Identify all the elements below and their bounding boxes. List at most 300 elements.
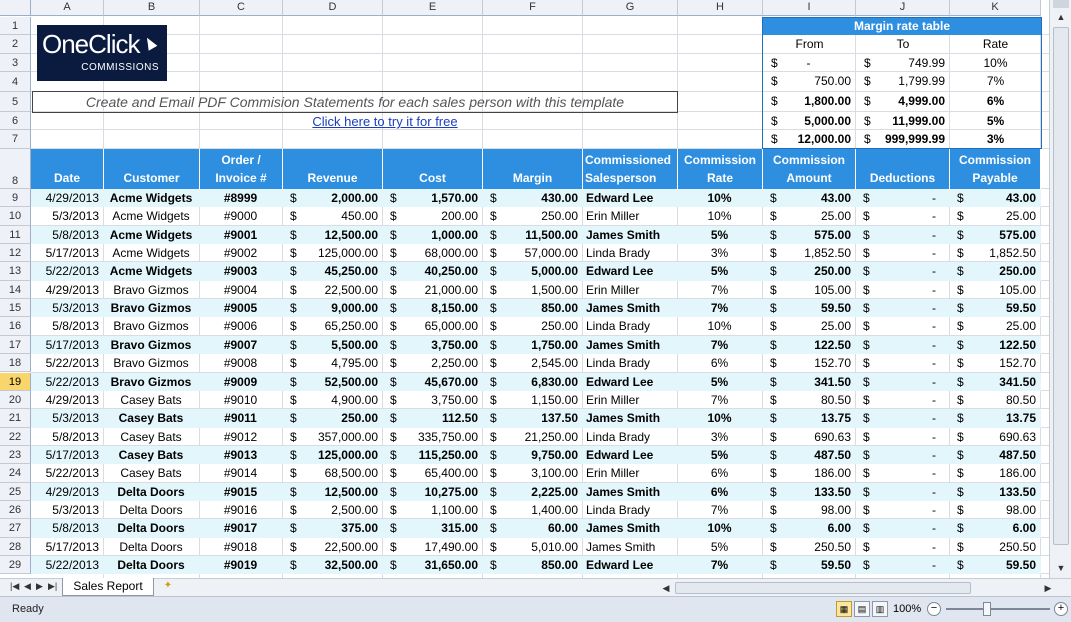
cell-payable[interactable]: 250.50	[999, 539, 1036, 554]
cell-margin[interactable]: 430.00	[541, 191, 578, 205]
cell-salesperson[interactable]: Edward Lee	[586, 558, 654, 572]
column-title-cost[interactable]	[383, 149, 483, 189]
cell-salesperson[interactable]: Erin Miller	[586, 392, 640, 407]
cell-amount[interactable]: 6.00	[827, 521, 851, 536]
cell-cost[interactable]: 335,750.00	[417, 429, 478, 444]
cell-customer[interactable]: Delta Doors	[119, 539, 183, 554]
cell-order[interactable]: #9010	[223, 392, 258, 407]
cell-deductions[interactable]: -	[932, 539, 936, 554]
cell-order[interactable]: #9004	[223, 282, 258, 297]
cell-revenue[interactable]: 12,500.00	[324, 227, 378, 242]
cell-order[interactable]: #9002	[223, 246, 258, 261]
margin-table-to[interactable]: 4,999.00	[898, 94, 945, 108]
page-break-icon[interactable]: ▥	[872, 601, 888, 617]
cell-cost[interactable]: 65,400.00	[424, 466, 478, 481]
cell-amount[interactable]: 43.00	[820, 191, 851, 205]
cell-salesperson[interactable]: James Smith	[586, 337, 661, 352]
cell-rate[interactable]: 7%	[710, 502, 729, 517]
cell-rate[interactable]: 10%	[707, 209, 732, 224]
cell-date[interactable]: 5/22/2013	[45, 374, 99, 389]
cell-customer[interactable]: Bravo Gizmos	[113, 319, 189, 334]
cell-cost[interactable]: 1,000.00	[431, 227, 478, 242]
cell-rate[interactable]: 5%	[710, 539, 729, 554]
cell-deductions[interactable]: -	[932, 246, 936, 261]
cell-customer[interactable]: Bravo Gizmos	[110, 301, 192, 316]
cell-cost[interactable]: 115,250.00	[418, 447, 478, 462]
cell-salesperson[interactable]: James Smith	[586, 411, 661, 426]
oneclick-logo[interactable]	[37, 25, 167, 81]
cell-margin[interactable]: 850.00	[541, 558, 578, 572]
cell-deductions[interactable]: -	[932, 466, 936, 481]
cell-cost[interactable]: 1,100.00	[431, 502, 478, 517]
cell-rate[interactable]: 3%	[710, 246, 729, 261]
cell-order[interactable]: #9012	[223, 429, 258, 444]
row-header-9[interactable]: 9	[0, 189, 31, 207]
cell-cost[interactable]: 17,490.00	[424, 539, 478, 554]
column-title-revenue[interactable]	[283, 149, 383, 189]
column-title-margin[interactable]	[483, 149, 583, 189]
cell-deductions[interactable]: -	[932, 301, 936, 316]
cell-order[interactable]: #9011	[224, 411, 257, 426]
zoom-level[interactable]: 100%	[893, 603, 922, 615]
cell-salesperson[interactable]: Linda Brady	[586, 356, 651, 371]
cell-payable[interactable]: 341.50	[999, 374, 1036, 389]
row-header-19[interactable]: 19	[0, 373, 31, 391]
row-header-2[interactable]: 2	[0, 35, 31, 54]
cell-margin[interactable]: 9,750.00	[531, 447, 578, 462]
cell-date[interactable]: 4/29/2013	[45, 392, 99, 407]
margin-table-rate[interactable]: 5%	[986, 114, 1005, 128]
cell-revenue[interactable]: 65,250.00	[324, 319, 378, 334]
cell-revenue[interactable]: 45,250.00	[324, 264, 378, 279]
column-header-c[interactable]: C	[200, 0, 283, 16]
cell-amount[interactable]: 98.00	[820, 502, 851, 517]
vertical-scroll-thumb[interactable]	[1053, 27, 1069, 545]
cell-payable[interactable]: 25.00	[1005, 209, 1036, 224]
cell-payable[interactable]: 122.50	[999, 337, 1036, 352]
margin-table-rate[interactable]: 7%	[986, 74, 1005, 88]
row-header-26[interactable]: 26	[0, 501, 31, 519]
cell-deductions[interactable]: -	[932, 374, 936, 389]
cell-rate[interactable]: 5%	[710, 374, 729, 389]
cell-date[interactable]: 5/3/2013	[52, 209, 99, 224]
cell-margin[interactable]: 5,000.00	[531, 264, 578, 279]
cell-revenue[interactable]: 4,795.00	[331, 356, 378, 371]
promo-link[interactable]: Click here to try it for free	[312, 114, 458, 129]
cell-rate[interactable]: 5%	[710, 447, 729, 462]
row-header-6[interactable]: 6	[0, 112, 31, 130]
cell-deductions[interactable]: -	[932, 282, 936, 297]
cell-customer[interactable]: Bravo Gizmos	[110, 374, 192, 389]
cell-rate[interactable]: 7%	[710, 301, 729, 316]
cell-cost[interactable]: 40,250.00	[424, 264, 478, 279]
cell-order[interactable]: #9006	[223, 319, 258, 334]
cell-amount[interactable]: 105.00	[814, 282, 851, 297]
cell-margin[interactable]: 250.00	[541, 209, 578, 224]
zoom-slider-track[interactable]	[946, 608, 1050, 610]
cell-salesperson[interactable]: Erin Miller	[586, 466, 640, 481]
cell-rate[interactable]: 6%	[710, 356, 729, 371]
cell-date[interactable]: 5/17/2013	[45, 539, 99, 554]
cell-margin[interactable]: 1,150.00	[531, 392, 578, 407]
row-header-23[interactable]: 23	[0, 446, 31, 464]
zoom-in-icon[interactable]: +	[1054, 602, 1068, 616]
cell-margin[interactable]: 2,225.00	[531, 484, 578, 499]
cell-salesperson[interactable]: James Smith	[586, 539, 656, 554]
column-title-customer[interactable]	[104, 149, 200, 189]
cell-customer[interactable]: Bravo Gizmos	[113, 282, 189, 297]
cell-revenue[interactable]: 357,000.00	[317, 429, 378, 444]
cell-revenue[interactable]: 22,500.00	[324, 282, 378, 297]
row-header-28[interactable]: 28	[0, 538, 31, 556]
cell-salesperson[interactable]: James Smith	[586, 227, 661, 242]
cell-order[interactable]: #9007	[223, 337, 258, 352]
cell-order[interactable]: #9001	[223, 227, 258, 242]
cell-date[interactable]: 4/29/2013	[45, 191, 99, 205]
cell-deductions[interactable]: -	[932, 319, 936, 334]
cell-deductions[interactable]: -	[932, 429, 936, 444]
column-title-rate[interactable]	[678, 149, 763, 189]
margin-table-from[interactable]: 1,800.00	[804, 94, 851, 108]
cell-amount[interactable]: 59.50	[820, 558, 851, 572]
cell-salesperson[interactable]: James Smith	[586, 484, 661, 499]
cell-order[interactable]: #9014	[223, 466, 258, 481]
margin-table-to[interactable]: 749.99	[908, 56, 945, 70]
column-header-d[interactable]: D	[283, 0, 383, 16]
cell-payable[interactable]: 98.00	[1005, 502, 1036, 517]
cell-payable[interactable]: 105.00	[999, 282, 1036, 297]
cell-amount[interactable]: 152.70	[814, 356, 851, 371]
cell-rate[interactable]: 5%	[710, 227, 729, 242]
cell-order[interactable]: #9003	[223, 264, 258, 279]
cell-date[interactable]: 5/17/2013	[45, 246, 99, 261]
cell-date[interactable]: 5/3/2013	[52, 411, 99, 426]
row-header-5[interactable]: 5	[0, 92, 31, 112]
cell-revenue[interactable]: 9,000.00	[331, 301, 378, 316]
cell-salesperson[interactable]: Linda Brady	[586, 246, 651, 261]
cell-amount[interactable]: 80.50	[820, 392, 851, 407]
cell-date[interactable]: 5/8/2013	[52, 227, 99, 242]
row-header-15[interactable]: 15	[0, 299, 31, 317]
cell-payable[interactable]: 690.63	[999, 429, 1036, 444]
cell-margin[interactable]: 2,545.00	[531, 356, 578, 371]
column-title-date[interactable]	[31, 149, 104, 189]
row-header-8[interactable]: 8	[0, 149, 31, 189]
split-handle[interactable]	[1053, 0, 1069, 8]
tab-first-icon[interactable]: |◀	[10, 581, 20, 591]
cell-cost[interactable]: 8,150.00	[431, 301, 478, 316]
cell-order[interactable]: #8999	[223, 191, 258, 205]
cell-cost[interactable]: 45,670.00	[424, 374, 478, 389]
cell-order[interactable]: #9008	[223, 356, 258, 371]
cell-customer[interactable]: Acme Widgets	[109, 264, 193, 279]
cell-date[interactable]: 5/22/2013	[45, 264, 99, 279]
cell-rate[interactable]: 7%	[710, 392, 729, 407]
cell-amount[interactable]: 122.50	[814, 337, 851, 352]
cell-payable[interactable]: 6.00	[1012, 521, 1036, 536]
cell-customer[interactable]: Casey Bats	[120, 392, 182, 407]
tab-next-icon[interactable]: ▶	[36, 581, 43, 591]
cell-order[interactable]: #9018	[223, 539, 258, 554]
cell-deductions[interactable]: -	[932, 392, 936, 407]
cell-date[interactable]: 5/8/2013	[52, 319, 99, 334]
cell-customer[interactable]: Delta Doors	[117, 558, 185, 572]
cell-payable[interactable]: 13.75	[1005, 411, 1036, 426]
cell-salesperson[interactable]: Edward Lee	[586, 447, 654, 462]
cell-revenue[interactable]: 375.00	[341, 521, 378, 536]
row-header-20[interactable]: 20	[0, 391, 31, 409]
tab-last-icon[interactable]: ▶|	[48, 581, 58, 591]
cell-date[interactable]: 5/3/2013	[52, 502, 99, 517]
cell-rate[interactable]: 10%	[707, 521, 732, 536]
horizontal-scrollbar[interactable]	[657, 581, 1057, 595]
cell-cost[interactable]: 31,650.00	[424, 558, 478, 572]
cell-customer[interactable]: Casey Bats	[120, 466, 182, 481]
column-header-g[interactable]: G	[583, 0, 678, 16]
tab-prev-icon[interactable]: ◀	[24, 581, 31, 591]
cell-amount[interactable]: 13.75	[820, 411, 851, 426]
cell-salesperson[interactable]: James Smith	[586, 301, 661, 316]
cell-margin[interactable]: 57,000.00	[524, 246, 578, 261]
cell-cost[interactable]: 2,250.00	[431, 356, 478, 371]
zoom-slider-knob[interactable]	[983, 602, 991, 616]
cell-deductions[interactable]: -	[932, 337, 936, 352]
cell-date[interactable]: 5/17/2013	[45, 447, 99, 462]
cell-customer[interactable]: Acme Widgets	[109, 227, 193, 242]
cell-date[interactable]: 5/17/2013	[45, 337, 99, 352]
cell-payable[interactable]: 25.00	[1005, 319, 1036, 334]
cell-date[interactable]: 5/22/2013	[45, 356, 99, 371]
scroll-up-icon[interactable]: ▲	[1056, 12, 1066, 22]
cell-amount[interactable]: 25.00	[820, 209, 851, 224]
cell-margin[interactable]: 1,750.00	[531, 337, 578, 352]
cell-amount[interactable]: 59.50	[820, 301, 851, 316]
row-header-7[interactable]: 7	[0, 130, 31, 149]
row-header-18[interactable]: 18	[0, 354, 31, 372]
cell-deductions[interactable]: -	[932, 264, 936, 279]
cell-amount[interactable]: 690.63	[814, 429, 851, 444]
cell-revenue[interactable]: 2,000.00	[331, 191, 378, 205]
cell-salesperson[interactable]: Linda Brady	[586, 319, 651, 334]
cell-amount[interactable]: 341.50	[814, 374, 851, 389]
column-header-i[interactable]: I	[763, 0, 856, 16]
cell-salesperson[interactable]: Linda Brady	[586, 502, 651, 517]
cell-revenue[interactable]: 125,000.00	[317, 246, 378, 261]
cell-margin[interactable]: 1,500.00	[531, 282, 578, 297]
cell-date[interactable]: 5/22/2013	[45, 558, 99, 572]
margin-table-rate[interactable]: 6%	[986, 94, 1005, 108]
column-header-h[interactable]: H	[678, 0, 763, 16]
cell-margin[interactable]: 21,250.00	[524, 429, 578, 444]
cell-customer[interactable]: Bravo Gizmos	[113, 356, 189, 371]
cell-salesperson[interactable]: James Smith	[586, 521, 661, 536]
column-header-j[interactable]: J	[856, 0, 950, 16]
row-header-4[interactable]: 4	[0, 72, 31, 92]
cell-deductions[interactable]: -	[932, 502, 936, 517]
cell-margin[interactable]: 5,010.00	[531, 539, 578, 554]
cell-deductions[interactable]: -	[932, 227, 936, 242]
row-header-29[interactable]: 29	[0, 556, 31, 574]
margin-table-from[interactable]: 750.00	[814, 74, 851, 88]
cell-customer[interactable]: Acme Widgets	[112, 209, 190, 224]
new-sheet-icon[interactable]: ✦	[163, 580, 173, 591]
column-title-deductions[interactable]	[856, 149, 950, 189]
cell-customer[interactable]: Casey Bats	[118, 411, 184, 426]
cell-amount[interactable]: 250.50	[814, 539, 851, 554]
cell-order[interactable]: #9015	[223, 484, 258, 499]
row-header-11[interactable]: 11	[0, 226, 31, 244]
row-header-21[interactable]: 21	[0, 409, 31, 427]
cell-date[interactable]: 4/29/2013	[45, 484, 99, 499]
cell-revenue[interactable]: 5,500.00	[331, 337, 378, 352]
margin-table-to[interactable]: 11,999.00	[892, 114, 945, 128]
cell-date[interactable]: 5/8/2013	[52, 429, 99, 444]
cell-salesperson[interactable]: Erin Miller	[586, 209, 640, 224]
normal-view-icon[interactable]: ▦	[836, 601, 852, 617]
cell-rate[interactable]: 10%	[707, 319, 732, 334]
margin-table-to[interactable]: 1,799.99	[898, 74, 945, 88]
cell-revenue[interactable]: 12,500.00	[324, 484, 378, 499]
cell-payable[interactable]: 487.50	[999, 447, 1036, 462]
cell-customer[interactable]: Delta Doors	[117, 521, 185, 536]
cell-payable[interactable]: 186.00	[999, 466, 1036, 481]
scroll-right-icon[interactable]: ▶	[1044, 583, 1052, 593]
cell-order[interactable]: #9013	[223, 447, 258, 462]
cell-amount[interactable]: 1,852.50	[804, 246, 851, 261]
cell-revenue[interactable]: 125,000.00	[317, 447, 378, 462]
cell-rate[interactable]: 10%	[707, 191, 732, 205]
cell-salesperson[interactable]: Edward Lee	[586, 191, 654, 205]
row-header-27[interactable]: 27	[0, 519, 31, 537]
row-header-16[interactable]: 16	[0, 317, 31, 335]
cell-margin[interactable]: 11,500.00	[525, 227, 578, 242]
cell-date[interactable]: 5/3/2013	[52, 301, 99, 316]
cell-revenue[interactable]: 22,500.00	[324, 539, 378, 554]
cell-rate[interactable]: 10%	[707, 411, 732, 426]
row-header-13[interactable]: 13	[0, 262, 31, 280]
cell-payable[interactable]: 250.00	[999, 264, 1036, 279]
cell-revenue[interactable]: 32,500.00	[324, 558, 378, 572]
cell-order[interactable]: #9009	[223, 374, 258, 389]
cell-cost[interactable]: 3,750.00	[431, 337, 478, 352]
cell-salesperson[interactable]: Edward Lee	[586, 264, 654, 279]
column-header-k[interactable]: K	[950, 0, 1041, 16]
cell-cost[interactable]: 21,000.00	[424, 282, 478, 297]
cell-deductions[interactable]: -	[932, 484, 936, 499]
horizontal-scroll-thumb[interactable]	[675, 582, 971, 594]
cell-rate[interactable]: 7%	[710, 282, 729, 297]
cell-revenue[interactable]: 250.00	[341, 411, 378, 426]
cell-rate[interactable]: 7%	[710, 337, 729, 352]
cell-customer[interactable]: Bravo Gizmos	[110, 337, 192, 352]
cell-amount[interactable]: 575.00	[814, 227, 851, 242]
row-header-17[interactable]: 17	[0, 336, 31, 354]
cell-revenue[interactable]: 68,500.00	[324, 466, 378, 481]
select-all-corner[interactable]	[0, 0, 31, 16]
cell-date[interactable]: 4/29/2013	[45, 282, 99, 297]
cell-payable[interactable]: 80.50	[1005, 392, 1036, 407]
column-header-b[interactable]: B	[104, 0, 200, 16]
cell-amount[interactable]: 487.50	[814, 447, 851, 462]
column-title-salesperson[interactable]	[583, 149, 678, 189]
cell-amount[interactable]: 186.00	[814, 466, 851, 481]
margin-table-from[interactable]: 5,000.00	[804, 114, 851, 128]
cell-order[interactable]: #9000	[223, 209, 258, 224]
tab-sales-report[interactable]: Sales Report	[62, 578, 154, 596]
cell-cost[interactable]: 1,570.00	[431, 191, 478, 205]
cell-order[interactable]: #9017	[223, 521, 258, 536]
cell-order[interactable]: #9016	[223, 502, 258, 517]
cell-cost[interactable]: 3,750.00	[431, 392, 478, 407]
cell-salesperson[interactable]: Linda Brady	[586, 429, 651, 444]
cell-payable[interactable]: 43.00	[1005, 191, 1036, 205]
cell-payable[interactable]: 59.50	[1005, 558, 1036, 572]
cell-deductions[interactable]: -	[932, 209, 936, 224]
cell-margin[interactable]: 3,100.00	[531, 466, 578, 481]
cell-rate[interactable]: 6%	[710, 466, 729, 481]
cell-cost[interactable]: 200.00	[441, 209, 478, 224]
cell-payable[interactable]: 575.00	[999, 227, 1036, 242]
cell-margin[interactable]: 137.50	[541, 411, 578, 426]
cell-salesperson[interactable]: Edward Lee	[586, 374, 654, 389]
cell-cost[interactable]: 68,000.00	[424, 246, 478, 261]
cell-margin[interactable]: 850.00	[541, 301, 578, 316]
cell-deductions[interactable]: -	[932, 411, 936, 426]
cell-date[interactable]: 5/8/2013	[52, 521, 99, 536]
row-header-1[interactable]: 1	[0, 17, 31, 35]
cell-customer[interactable]: Casey Bats	[120, 429, 182, 444]
cell-rate[interactable]: 3%	[710, 429, 729, 444]
row-header-3[interactable]: 3	[0, 54, 31, 72]
cell-customer[interactable]: Casey Bats	[118, 447, 184, 462]
cell-salesperson[interactable]: Erin Miller	[586, 282, 640, 297]
scroll-down-icon[interactable]: ▼	[1056, 563, 1066, 573]
cell-amount[interactable]: 250.00	[814, 264, 851, 279]
row-header-12[interactable]: 12	[0, 244, 31, 262]
column-header-a[interactable]: A	[31, 0, 104, 16]
cell-revenue[interactable]: 4,900.00	[331, 392, 378, 407]
cell-payable[interactable]: 1,852.50	[989, 246, 1036, 261]
cell-deductions[interactable]: -	[932, 191, 936, 205]
cell-customer[interactable]: Delta Doors	[119, 502, 183, 517]
margin-table-from[interactable]: 12,000.00	[797, 132, 851, 146]
cell-rate[interactable]: 6%	[710, 484, 729, 499]
cell-deductions[interactable]: -	[932, 558, 936, 572]
page-layout-icon[interactable]: ▤	[854, 601, 870, 617]
column-title-amount[interactable]	[763, 149, 856, 189]
cell-cost[interactable]: 315.00	[441, 521, 478, 536]
cell-rate[interactable]: 7%	[710, 558, 729, 572]
cell-payable[interactable]: 59.50	[1005, 301, 1036, 316]
cell-customer[interactable]: Delta Doors	[117, 484, 185, 499]
column-title-order[interactable]	[200, 149, 283, 189]
cell-order[interactable]: #9005	[223, 301, 258, 316]
cell-payable[interactable]: 152.70	[999, 356, 1036, 371]
row-header-25[interactable]: 25	[0, 483, 31, 501]
cell-date[interactable]: 5/22/2013	[45, 466, 99, 481]
cell-deductions[interactable]: -	[932, 447, 936, 462]
vertical-scrollbar[interactable]	[1049, 0, 1071, 578]
row-header-10[interactable]: 10	[0, 207, 31, 225]
cell-amount[interactable]: 133.50	[814, 484, 851, 499]
cell-revenue[interactable]: 450.00	[341, 209, 378, 224]
cell-customer[interactable]: Acme Widgets	[112, 246, 190, 261]
cell-cost[interactable]: 10,275.00	[424, 484, 478, 499]
margin-table-rate[interactable]: 10%	[983, 56, 1008, 70]
cell-amount[interactable]: 25.00	[820, 319, 851, 334]
row-header-22[interactable]: 22	[0, 428, 31, 446]
cell-margin[interactable]: 1,400.00	[531, 502, 578, 517]
